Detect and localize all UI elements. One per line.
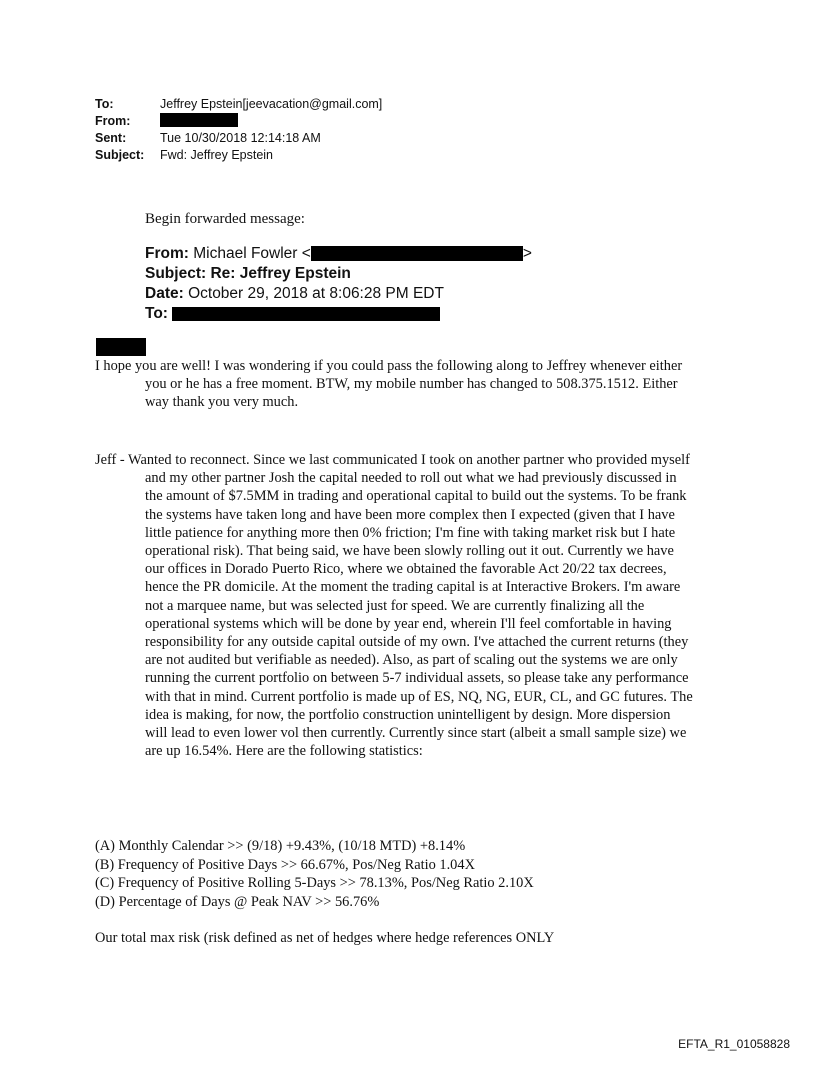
fwd-to-label: To:	[145, 305, 168, 322]
paragraph-2	[95, 451, 695, 760]
statistics-list	[95, 837, 534, 911]
paragraph-1	[95, 357, 695, 412]
paragraph-1-text: I hope you are well! I was wondering if you could pass the following along to Jeffrey whenever either you or he has a free moment. BTW, my mobile number has changed to 508.375.1512. Either way thank you very much.	[95, 358, 683, 411]
from-label: From:	[95, 114, 131, 128]
fwd-subject-row	[145, 264, 532, 284]
sent-value: Tue 10/30/2018 12:14:18 AM	[160, 131, 321, 145]
to-row	[95, 96, 382, 113]
subject-value: Fwd: Jeffrey Epstein	[160, 148, 274, 162]
redaction-box	[172, 307, 440, 321]
fwd-from-value: Michael Fowler <	[193, 245, 311, 262]
fwd-from-row	[145, 244, 532, 264]
fwd-subject-value: Re: Jeffrey Epstein	[210, 265, 351, 282]
redaction-box	[96, 338, 146, 356]
sent-label: Sent:	[95, 131, 127, 145]
sent-row	[95, 130, 382, 147]
fwd-date-label: Date:	[145, 285, 184, 302]
fwd-from-label: From:	[145, 245, 189, 262]
stat-line: (B) Frequency of Positive Days >> 66.67%, Pos/Neg Ratio 1.04X	[95, 856, 475, 873]
fwd-from-suffix: >	[522, 245, 532, 262]
subject-row	[95, 147, 382, 164]
from-row	[95, 113, 382, 130]
fwd-to-row	[145, 304, 532, 324]
stat-line: (C) Frequency of Positive Rolling 5-Days >> 78.13%, Pos/Neg Ratio 2.10X	[95, 875, 534, 891]
document-id: EFTA_R1_01058828	[678, 1037, 790, 1051]
closing-line: Our total max risk (risk defined as net of hedges where hedge references ONLY	[95, 930, 555, 946]
to-value: Jeffrey Epstein[jeevacation@gmail.com]	[160, 97, 383, 111]
subject-label: Subject:	[95, 148, 145, 162]
fwd-date-row	[145, 284, 532, 304]
fwd-date-value: October 29, 2018 at 8:06:28 PM EDT	[188, 285, 444, 302]
redaction-box	[160, 113, 238, 127]
forwarded-header	[145, 244, 532, 324]
forward-intro: Begin forwarded message:	[145, 211, 305, 227]
stat-line: (D) Percentage of Days @ Peak NAV >> 56.76%	[95, 893, 380, 910]
fwd-subject-label: Subject:	[145, 265, 207, 282]
paragraph-2-text: Jeff - Wanted to reconnect. Since we last communicated I took on another partner who provided myself and my other partner Josh the capital needed to roll out what we had previously discussed in the amount of $7.5MM in trading and operational capital to build out the systems. To be frank the systems have taken long and have been more complex then I expected (given that I have little patience for anything more then 0% friction; I'm fine with taking market risk but I hate operational risk). That being said, we have been slowly rolling out it out. Currently we have our offices in Dorado Puerto Rico, where we obtained the favorable Act 20/22 tax decrees, hence the PR domicile. At the moment the trading capital is at Interactive Brokers. I'm aware not a marquee name, but was selected just for speed. We are currently finalizing all the operational systems which will be done by year end, wherein I'll feel comfortable in having responsibility for any outside capital outside of my own. I've attached the current returns (they are not audited but verifiable as needed). Also, as part of scaling out the systems we are only running the current portfolio on between 5-7 individual assets, so please take any performance with that in mind. Current portfolio is made up of ES, NQ, NG, EUR, CL, and GC futures. The idea is making, for now, the portfolio construction unintelligent by design. More dispersion will lead to even lower vol then currently. Currently since start (albeit a small sample size) we are up 16.54%. Here are the following statistics:	[95, 452, 693, 760]
redaction-box	[311, 246, 523, 261]
to-label: To:	[95, 97, 114, 111]
stat-line: (A) Monthly Calendar >> (9/18) +9.43%, (10/18 MTD) +8.14%	[95, 838, 466, 854]
email-header	[95, 96, 382, 164]
